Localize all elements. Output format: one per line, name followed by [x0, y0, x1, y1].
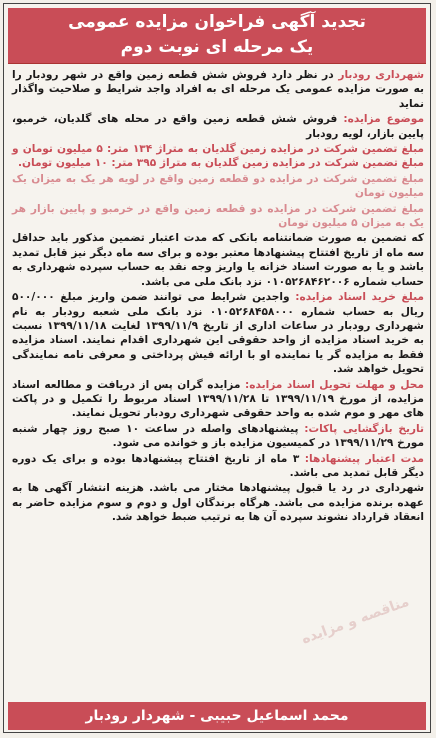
- opening-paragraph: [12, 422, 424, 451]
- validity-paragraph: [12, 452, 424, 481]
- notice-page: [3, 3, 431, 733]
- notice-body: [12, 68, 424, 698]
- delivery-paragraph: [12, 378, 424, 421]
- opening-label: تاریخ بازگشایی پاکات:: [304, 422, 424, 435]
- subject-paragraph: [12, 112, 424, 141]
- intro-paragraph: [12, 68, 424, 111]
- page-subtitle: یک مرحله ای نوبت دوم: [120, 37, 314, 57]
- documents-price-text: واجدین شرایط می توانند ضمن واریز مبلغ ۵۰۰/۰۰۰ ریال به حساب شماره ۰۱۰۵۲۶۸۴۵۸۰۰۰ نزد بانک ملی شعبه رودبار به نام شهرداری رودبار در ساعات اداری از تاریخ ۱۳۹۹/۱۱/۹ لغایت ۱۳۹۹/۱۱/۱۸ نسبت به خرید اسناد مزایده از واحد حقوقی این شهرداری اقدام نمایند. اسناد مزایده فقط به مزایده گر یا نماینده او با ارائه فیش پرداختی و معرفی نامه نمایندگی تحویل خواهد شد.: [12, 291, 424, 376]
- opening-text: پیشنهادهای واصله در ساعت ۱۰ صبح روز چهار شنبه مورخ ۱۳۹۹/۱۱/۲۹ در کمیسیون مزایده باز و خوانده می شود.: [12, 422, 424, 450]
- subject-text: فروش شش قطعه زمین واقع در محله های گلدیان، خرمبو، پایین بازار، لویه رودبار: [12, 113, 424, 140]
- signature: محمد اسماعیل حبیبی - شهردار رودبار: [85, 708, 349, 724]
- page-title: تجدید آگهی فراخوان مزایده عمومی: [68, 12, 366, 32]
- signature-band: [8, 702, 426, 730]
- guarantee-line-3: مبلغ تضمین شرکت در مزایده دو قطعه زمین واقع در خرمبو و پایین بازار هر یک به میزان ۵ میلیون تومان: [12, 202, 424, 230]
- documents-price-label: مبلغ خرید اسناد مزایده:: [295, 291, 424, 304]
- delivery-text: مزایده گران پس از دریافت و مطالعه اسناد مزایده، از مورخ ۱۳۹۹/۱۱/۱۹ تا ۱۳۹۹/۱۱/۲۸ اسناد مربوط را تکمیل و در پاکت های مهر و موم شده به واحد حقوقی شهرداری رودبار تحویل نمایند.: [12, 378, 424, 420]
- closing-paragraph: شهرداری در رد یا قبول پیشنهادها مختار می باشد. هزینه انتشار آگهی ها به عهده برنده مزایده می باشد. هرگاه برندگان اول و دوم و سوم مزایده حاضر به انعقاد قرارداد نشوند سپرده آن ها به ترتیب ضبط خواهد شد.: [12, 482, 424, 524]
- guarantee-line-1: مبلغ تضمین شرکت در مزایده زمین گلدیان به متراژ ۱۳۴ متر: ۵ میلیون تومان و مبلغ تضمین شرکت در مزایده زمین گلدیان به متراژ ۳۹۵ متر: ۱۰ میلیون تومان.: [12, 143, 424, 170]
- intro-text: در نظر دارد فروش شش قطعه زمین واقع در شهر رودبار را به صورت مزایده عمومی یک مرحله ای به افراد واجد شرایط و صلاحیت واگذار نماید: [12, 69, 424, 110]
- guarantee-line-2: مبلغ تضمین شرکت در مزایده دو قطعه زمین واقع در لویه هر یک به میزان یک میلیون تومان: [12, 172, 424, 200]
- delivery-label: محل و مهلت تحویل اسناد مزایده:: [245, 378, 424, 391]
- org-label: شهرداری رودبار: [338, 69, 424, 81]
- subject-label: موضوع مزایده:: [343, 113, 424, 126]
- validity-label: مدت اعتبار پیشنهادها:: [304, 452, 424, 465]
- validity-text: ۳ ماه از تاریخ افتتاح پیشنهادها بوده و برای یک دوره دیگر قابل تمدید می باشد.: [12, 452, 424, 479]
- guarantee-terms: که تضمین به صورت ضمانتنامه بانکی که مدت اعتبار تضمین مذکور باید حداقل سه ماه از تاریخ افتتاح پیشنهادها معتبر بوده و برای سه ماه دیگر نیز قابل تمدید باشد و یا به صورت اسناد خزانه یا واریز وجه نقد به حساب سپرده شهرداری به حساب شماره ۰۱۰۵۲۶۸۴۶۲۰۰۶ نزد بانک ملی می باشد.: [12, 232, 424, 288]
- watermark: مناقصه و مزایده: [299, 593, 412, 648]
- documents-price-paragraph: [12, 290, 424, 376]
- title-band: [8, 8, 426, 64]
